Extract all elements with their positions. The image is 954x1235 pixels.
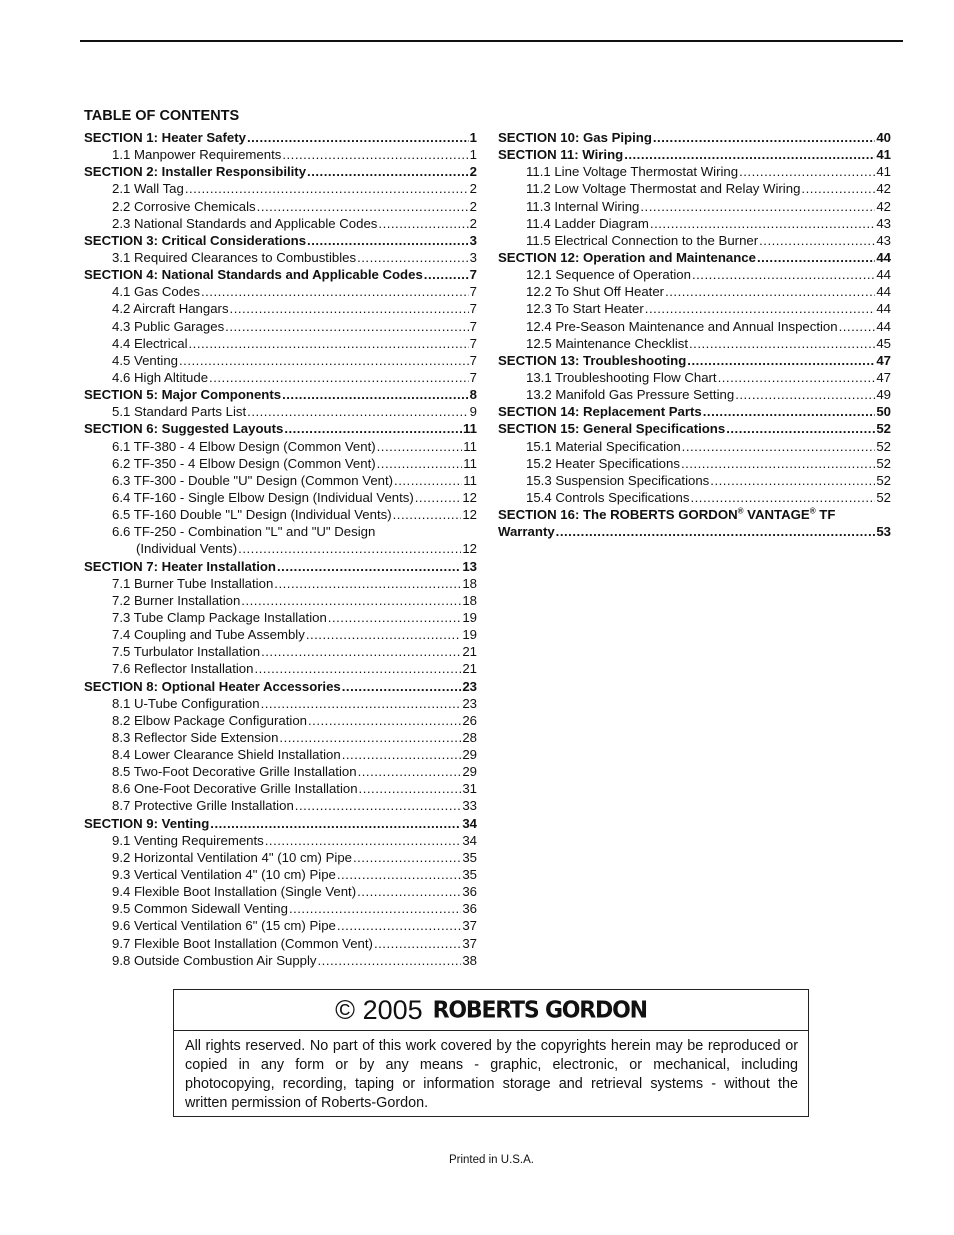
toc-entry-label: 13.2 Manifold Gas Pressure Setting bbox=[526, 387, 735, 403]
toc-entry[interactable] bbox=[498, 180, 891, 197]
toc-entry-label: 7.2 Burner Installation bbox=[112, 592, 241, 608]
toc-entry-page: 8 bbox=[469, 387, 477, 403]
toc-entry-page: 52 bbox=[876, 421, 891, 437]
toc-entry-page: 11 bbox=[463, 421, 477, 437]
toc-leader-dots bbox=[189, 335, 469, 352]
toc-entry-label: 6.4 TF-160 - Single Elbow Design (Individual Vents) bbox=[112, 489, 414, 505]
toc-leader-dots bbox=[337, 866, 461, 883]
toc-leader-dots bbox=[295, 797, 462, 814]
toc-entry[interactable] bbox=[498, 523, 891, 540]
toc-entry-label: 11.2 Low Voltage Thermostat and Relay Wiring bbox=[526, 181, 801, 197]
toc-entry-page: 37 bbox=[462, 935, 477, 951]
toc-entry-label: 6.3 TF-300 - Double "U" Design (Common Vent) bbox=[112, 472, 394, 488]
toc-entry-page: 9 bbox=[469, 404, 477, 420]
toc-entry-label: 15.3 Suspension Specifications bbox=[526, 472, 710, 488]
toc-leader-dots bbox=[726, 420, 875, 437]
toc-entry[interactable] bbox=[498, 249, 891, 266]
toc-entry-page: 50 bbox=[876, 404, 891, 420]
toc-leader-dots bbox=[801, 180, 875, 197]
toc-entry-page: 52 bbox=[876, 455, 891, 471]
toc-entry-label: 4.6 High Altitude bbox=[112, 369, 209, 385]
toc-leader-dots bbox=[378, 215, 468, 232]
toc-leader-dots bbox=[735, 386, 875, 403]
toc-entry-page: 29 bbox=[462, 764, 477, 780]
toc-entry[interactable] bbox=[84, 455, 477, 472]
toc-entry-label: 6.1 TF-380 - 4 Elbow Design (Common Vent) bbox=[112, 438, 376, 454]
toc-entry-page: 40 bbox=[876, 130, 891, 145]
toc-entry-label: SECTION 1: Heater Safety bbox=[84, 130, 246, 145]
toc-entry[interactable] bbox=[498, 506, 891, 523]
toc-entry-label: 7.5 Turbulator Installation bbox=[112, 644, 261, 660]
toc-entry-page: 44 bbox=[876, 249, 891, 265]
toc-entry-label: 6.5 TF-160 Double "L" Design (Individual Vents) bbox=[112, 507, 392, 523]
toc-leader-dots bbox=[308, 712, 461, 729]
toc-entry-page: 11 bbox=[463, 438, 477, 454]
toc-entry[interactable] bbox=[84, 626, 477, 643]
toc-entry-page: 42 bbox=[876, 181, 891, 197]
toc-entry-label: 9.1 Venting Requirements bbox=[112, 832, 264, 848]
toc-leader-dots bbox=[665, 283, 875, 300]
toc-leader-dots bbox=[394, 472, 462, 489]
toc-entry[interactable] bbox=[498, 215, 891, 232]
toc-entry-label: SECTION 7: Heater Installation bbox=[84, 558, 276, 574]
toc-entry[interactable] bbox=[84, 300, 477, 317]
toc-entry-label: 12.1 Sequence of Operation bbox=[526, 267, 691, 283]
toc-entry[interactable] bbox=[84, 472, 477, 489]
toc-entry-page: 34 bbox=[462, 832, 477, 848]
copyright-year: © 2005 bbox=[335, 994, 423, 1025]
toc-leader-dots bbox=[210, 815, 461, 832]
toc-entry-label: 9.7 Flexible Boot Installation (Common Vent) bbox=[112, 935, 373, 951]
toc-entry[interactable] bbox=[84, 763, 477, 780]
toc-leader-dots bbox=[179, 352, 469, 369]
toc-entry-label: 12.2 To Shut Off Heater bbox=[526, 284, 665, 300]
toc-leader-dots bbox=[318, 952, 462, 969]
toc-entry[interactable] bbox=[498, 438, 891, 455]
toc-entry-label: SECTION 2: Installer Responsibility bbox=[84, 164, 307, 180]
toc-leader-dots bbox=[185, 180, 469, 197]
toc-entry-page: 1 bbox=[469, 130, 477, 145]
toc-entry-page: 53 bbox=[876, 524, 891, 540]
toc-entry[interactable] bbox=[498, 420, 891, 437]
toc-entry[interactable] bbox=[84, 335, 477, 352]
toc-entry-label: SECTION 5: Major Components bbox=[84, 387, 282, 403]
toc-entry[interactable] bbox=[84, 729, 477, 746]
toc-entry-page: 36 bbox=[462, 884, 477, 900]
toc-entry-label: 9.6 Vertical Ventilation 6" (15 cm) Pipe bbox=[112, 918, 336, 934]
toc-leader-dots bbox=[289, 900, 461, 917]
toc-entry-page: 11 bbox=[463, 455, 477, 471]
toc-leader-dots bbox=[759, 232, 875, 249]
toc-entry-page: 7 bbox=[469, 284, 477, 300]
toc-leader-dots bbox=[703, 403, 876, 420]
toc-entry[interactable] bbox=[84, 849, 477, 866]
toc-entry[interactable] bbox=[84, 146, 477, 163]
toc-leader-dots bbox=[718, 369, 876, 386]
toc-leader-dots bbox=[342, 678, 462, 695]
toc-entry-label: 7.1 Burner Tube Installation bbox=[112, 575, 274, 591]
toc-entry[interactable] bbox=[498, 386, 891, 403]
toc-entry-label: 8.6 One-Foot Decorative Grille Installation bbox=[112, 781, 358, 797]
toc-entry-page: 23 bbox=[462, 678, 477, 694]
toc-entry-page: 41 bbox=[876, 147, 891, 163]
toc-entry-page: 52 bbox=[876, 489, 891, 505]
toc-entry-label: 15.1 Material Specification bbox=[526, 438, 681, 454]
toc-entry-label: 9.5 Common Sidewall Venting bbox=[112, 901, 288, 917]
toc-entry[interactable] bbox=[498, 455, 891, 472]
toc-entry-page: 19 bbox=[462, 627, 477, 643]
toc-entry-label: 7.4 Coupling and Tube Assembly bbox=[112, 627, 305, 643]
toc-entry-page: 2 bbox=[469, 181, 477, 197]
toc-entry-page: 36 bbox=[462, 901, 477, 917]
toc-entry-label: 13.1 Troubleshooting Flow Chart bbox=[526, 369, 717, 385]
toc-entry-label: 7.3 Tube Clamp Package Installation bbox=[112, 609, 327, 625]
toc-entry[interactable] bbox=[498, 163, 891, 180]
toc-entry-page: 47 bbox=[876, 352, 891, 368]
toc-entry[interactable] bbox=[498, 300, 891, 317]
toc-entry[interactable] bbox=[84, 815, 477, 832]
toc-entry-label: 1.1 Manpower Requirements bbox=[112, 147, 282, 163]
toc-entry-page: 38 bbox=[462, 952, 477, 968]
toc-entry-page: 12 bbox=[462, 541, 477, 557]
toc-entry-label: SECTION 10: Gas Piping bbox=[498, 130, 652, 145]
toc-leader-dots bbox=[225, 318, 468, 335]
toc-entry-label: 15.2 Heater Specifications bbox=[526, 455, 680, 471]
toc-leader-dots bbox=[261, 643, 461, 660]
toc-leader-dots bbox=[282, 386, 469, 403]
toc-entry-page: 31 bbox=[462, 781, 477, 797]
toc-entry-label: 11.3 Internal Wiring bbox=[526, 198, 640, 214]
toc-leader-dots bbox=[247, 129, 469, 146]
toc-entry-page: 1 bbox=[469, 147, 477, 163]
copyright-box bbox=[173, 989, 809, 1117]
toc-entry-page: 13 bbox=[462, 558, 477, 574]
toc-entry[interactable] bbox=[84, 900, 477, 917]
toc-entry-label: 4.3 Public Garages bbox=[112, 318, 225, 334]
toc-leader-dots bbox=[377, 438, 463, 455]
toc-entry-page: 44 bbox=[876, 301, 891, 317]
toc-leader-dots bbox=[261, 695, 462, 712]
toc-entry-label: 12.4 Pre-Season Maintenance and Annual Inspection bbox=[526, 318, 838, 334]
toc-entry-label: 6.6 TF-250 - Combination "L" and "U" Design bbox=[112, 524, 376, 540]
toc-entry-page: 52 bbox=[876, 472, 891, 488]
toc-entry-page: 2 bbox=[469, 164, 477, 180]
toc-leader-dots bbox=[238, 540, 461, 557]
toc-leader-dots bbox=[687, 352, 875, 369]
toc-entry[interactable] bbox=[498, 352, 891, 369]
toc-entry-label: SECTION 11: Wiring bbox=[498, 147, 624, 163]
toc-entry-label: 8.3 Reflector Side Extension bbox=[112, 729, 279, 745]
toc-entry-label: 2.3 National Standards and Applicable Codes bbox=[112, 215, 378, 231]
toc-entry[interactable] bbox=[498, 266, 891, 283]
toc-entry[interactable] bbox=[84, 917, 477, 934]
toc-leader-dots bbox=[757, 249, 875, 266]
toc-entry-page: 52 bbox=[876, 438, 891, 454]
toc-entry-page: 45 bbox=[876, 335, 891, 351]
toc-entry[interactable] bbox=[84, 712, 477, 729]
toc-entry[interactable] bbox=[84, 403, 477, 420]
toc-leader-dots bbox=[307, 163, 469, 180]
toc-entry[interactable] bbox=[84, 883, 477, 900]
toc-entry[interactable] bbox=[84, 660, 477, 677]
toc-entry-page: 44 bbox=[876, 284, 891, 300]
toc-leader-dots bbox=[307, 232, 469, 249]
toc-entry[interactable] bbox=[84, 780, 477, 797]
toc-entry[interactable] bbox=[84, 592, 477, 609]
toc-entry-page: 44 bbox=[876, 318, 891, 334]
toc-entry-page: 21 bbox=[462, 644, 477, 660]
toc-leader-dots bbox=[357, 883, 461, 900]
toc-leader-dots bbox=[265, 832, 462, 849]
toc-leader-dots bbox=[274, 575, 461, 592]
toc-entry[interactable] bbox=[84, 609, 477, 626]
toc-entry-label: SECTION 4: National Standards and Applicable Codes bbox=[84, 267, 423, 283]
toc-entry[interactable] bbox=[84, 180, 477, 197]
toc-leader-dots bbox=[357, 249, 469, 266]
toc-leader-dots bbox=[257, 198, 469, 215]
toc-entry[interactable] bbox=[498, 369, 891, 386]
toc-leader-dots bbox=[692, 266, 875, 283]
toc-leader-dots bbox=[277, 558, 461, 575]
toc-entry-label: SECTION 3: Critical Considerations bbox=[84, 232, 307, 248]
toc-entry-label: (Individual Vents) bbox=[136, 541, 238, 557]
toc-entry[interactable] bbox=[84, 540, 477, 557]
toc-entry[interactable] bbox=[84, 420, 477, 437]
toc-leader-dots bbox=[306, 626, 462, 643]
toc-entry-page: 3 bbox=[469, 232, 477, 248]
toc-leader-dots bbox=[279, 729, 461, 746]
toc-entry[interactable] bbox=[84, 832, 477, 849]
toc-entry-page: 18 bbox=[462, 575, 477, 591]
toc-entry[interactable] bbox=[84, 266, 477, 283]
toc-entry-page: 19 bbox=[462, 609, 477, 625]
toc-entry[interactable] bbox=[84, 352, 477, 369]
toc-entry-label: SECTION 14: Replacement Parts bbox=[498, 404, 702, 420]
toc-entry[interactable] bbox=[84, 935, 477, 952]
toc-entry[interactable] bbox=[84, 232, 477, 249]
toc-entry[interactable] bbox=[84, 489, 477, 506]
toc-left-column bbox=[84, 129, 477, 969]
toc-entry-page: 7 bbox=[469, 335, 477, 351]
toc-entry-page: 7 bbox=[469, 369, 477, 385]
toc-entry[interactable] bbox=[84, 318, 477, 335]
toc-entry-label: 12.3 To Start Heater bbox=[526, 301, 644, 317]
toc-entry-label: SECTION 8: Optional Heater Accessories bbox=[84, 678, 341, 694]
toc-entry[interactable] bbox=[84, 249, 477, 266]
toc-entry-label: 4.1 Gas Codes bbox=[112, 284, 200, 300]
toc-entry-label: 9.2 Horizontal Ventilation 4" (10 cm) Pipe bbox=[112, 849, 352, 865]
toc-leader-dots bbox=[645, 300, 876, 317]
toc-leader-dots bbox=[839, 318, 876, 335]
toc-leader-dots bbox=[342, 746, 462, 763]
toc-leader-dots bbox=[377, 455, 463, 472]
toc-entry-label: 9.3 Vertical Ventilation 4" (10 cm) Pipe bbox=[112, 867, 336, 883]
toc-leader-dots bbox=[209, 369, 469, 386]
toc-entry[interactable] bbox=[498, 283, 891, 300]
toc-entry[interactable] bbox=[84, 506, 477, 523]
toc-entry-page: 23 bbox=[462, 695, 477, 711]
toc-leader-dots bbox=[359, 780, 462, 797]
toc-entry-label: 8.2 Elbow Package Configuration bbox=[112, 712, 308, 728]
toc-entry-label: 4.4 Electrical bbox=[112, 335, 188, 351]
toc-entry[interactable] bbox=[498, 232, 891, 249]
toc-entry-label: 9.8 Outside Combustion Air Supply bbox=[112, 952, 317, 968]
toc-entry[interactable] bbox=[84, 386, 477, 403]
toc-entry-label: 9.4 Flexible Boot Installation (Single Vent) bbox=[112, 884, 357, 900]
toc-entry-label: 8.4 Lower Clearance Shield Installation bbox=[112, 747, 341, 763]
toc-entry-page: 29 bbox=[462, 747, 477, 763]
toc-right-column bbox=[498, 129, 891, 540]
toc-entry-page: 28 bbox=[462, 729, 477, 745]
toc-entry-label: 4.2 Aircraft Hangars bbox=[112, 301, 229, 317]
toc-entry-label: SECTION 12: Operation and Maintenance bbox=[498, 249, 756, 265]
toc-entry-page: 44 bbox=[876, 267, 891, 283]
toc-entry-page: 35 bbox=[462, 867, 477, 883]
copyright-notice: All rights reserved. No part of this work covered by the copyrights herein may be reproduced or copied in any form or by any means - graphic, electronic, or mechanical, including photocopying, recording, taping or information storage and retrieval systems - without the written permission of Roberts-Gordon. bbox=[185, 1038, 798, 1111]
toc-entry-page: 42 bbox=[876, 198, 891, 214]
toc-entry-label: Warranty bbox=[498, 524, 555, 540]
toc-leader-dots bbox=[653, 129, 875, 146]
toc-entry[interactable] bbox=[84, 866, 477, 883]
toc-leader-dots bbox=[241, 592, 461, 609]
toc-leader-dots bbox=[650, 215, 875, 232]
toc-leader-dots bbox=[624, 146, 875, 163]
toc-entry-page: 7 bbox=[469, 267, 477, 283]
toc-leader-dots bbox=[739, 163, 875, 180]
toc-entry[interactable] bbox=[84, 575, 477, 592]
toc-entry-label: SECTION 6: Suggested Layouts bbox=[84, 421, 284, 437]
toc-entry-page: 43 bbox=[876, 215, 891, 231]
toc-leader-dots bbox=[556, 523, 876, 540]
toc-entry-label: 12.5 Maintenance Checklist bbox=[526, 335, 689, 351]
toc-entry-label: SECTION 9: Venting bbox=[84, 815, 210, 831]
toc-entry-page: 47 bbox=[876, 369, 891, 385]
toc-entry-label: SECTION 13: Troubleshooting bbox=[498, 352, 687, 368]
toc-leader-dots bbox=[689, 335, 875, 352]
toc-entry-label: 4.5 Venting bbox=[112, 352, 178, 368]
roberts-gordon-logo: ROBERTS GORDON bbox=[432, 996, 647, 1024]
toc-entry-page: 35 bbox=[462, 849, 477, 865]
toc-leader-dots bbox=[374, 935, 461, 952]
toc-entry-page: 3 bbox=[469, 249, 477, 265]
toc-entry-label: 3.1 Required Clearances to Combustibles bbox=[112, 249, 357, 265]
toc-leader-dots bbox=[328, 609, 462, 626]
toc-entry[interactable] bbox=[84, 215, 477, 232]
toc-leader-dots bbox=[247, 403, 469, 420]
toc-entry[interactable] bbox=[498, 335, 891, 352]
toc-entry[interactable] bbox=[84, 695, 477, 712]
toc-leader-dots bbox=[710, 472, 875, 489]
toc-entry[interactable] bbox=[84, 558, 477, 575]
toc-leader-dots bbox=[682, 438, 876, 455]
toc-entry[interactable] bbox=[84, 198, 477, 215]
toc-leader-dots bbox=[424, 266, 469, 283]
toc-entry-page: 34 bbox=[462, 815, 477, 831]
toc-entry-label: 8.1 U-Tube Configuration bbox=[112, 695, 260, 711]
toc-entry[interactable] bbox=[84, 369, 477, 386]
toc-entry-label: 7.6 Reflector Installation bbox=[112, 661, 254, 677]
toc-entry[interactable] bbox=[84, 163, 477, 180]
toc-entry-page: 43 bbox=[876, 232, 891, 248]
toc-entry-page: 11 bbox=[463, 472, 477, 488]
toc-entry-page: 18 bbox=[462, 592, 477, 608]
toc-entry-page: 37 bbox=[462, 918, 477, 934]
toc-entry-label: 11.4 Ladder Diagram bbox=[526, 215, 649, 231]
toc-entry[interactable] bbox=[498, 403, 891, 420]
toc-entry-page: 49 bbox=[876, 387, 891, 403]
toc-entry[interactable] bbox=[498, 129, 891, 146]
toc-leader-dots bbox=[284, 420, 462, 437]
toc-entry-label: 8.7 Protective Grille Installation bbox=[112, 798, 294, 814]
toc-entry-page: 12 bbox=[462, 489, 477, 505]
toc-leader-dots bbox=[353, 849, 461, 866]
toc-entry[interactable] bbox=[84, 952, 477, 969]
toc-entry[interactable] bbox=[84, 643, 477, 660]
toc-entry-label: 2.1 Wall Tag bbox=[112, 181, 184, 197]
toc-entry-page: 7 bbox=[469, 318, 477, 334]
toc-entry[interactable] bbox=[84, 746, 477, 763]
toc-entry[interactable] bbox=[498, 472, 891, 489]
toc-entry-page: 33 bbox=[462, 798, 477, 814]
toc-entry[interactable] bbox=[84, 523, 477, 540]
toc-leader-dots bbox=[690, 489, 875, 506]
toc-entry[interactable] bbox=[84, 129, 477, 146]
toc-entry[interactable] bbox=[84, 797, 477, 814]
toc-entry[interactable] bbox=[498, 489, 891, 506]
toc-entry-page: 12 bbox=[462, 507, 477, 523]
toc-entry-label: SECTION 16: The ROBERTS GORDON® VANTAGE® TF bbox=[498, 506, 836, 523]
toc-entry[interactable] bbox=[498, 318, 891, 335]
toc-leader-dots bbox=[201, 283, 469, 300]
toc-entry-page: 7 bbox=[469, 352, 477, 368]
toc-entry-page: 2 bbox=[469, 215, 477, 231]
toc-entry-page: 2 bbox=[469, 198, 477, 214]
toc-entry[interactable] bbox=[498, 198, 891, 215]
toc-leader-dots bbox=[282, 146, 468, 163]
toc-entry-label: 15.4 Controls Specifications bbox=[526, 489, 690, 505]
toc-entry-label: 11.5 Electrical Connection to the Burner bbox=[526, 232, 759, 248]
toc-leader-dots bbox=[230, 300, 469, 317]
toc-entry-label: 6.2 TF-350 - 4 Elbow Design (Common Vent) bbox=[112, 455, 376, 471]
toc-entry-page: 41 bbox=[876, 164, 891, 180]
toc-entry[interactable] bbox=[498, 146, 891, 163]
toc-leader-dots bbox=[337, 917, 461, 934]
toc-entry-page: 26 bbox=[462, 712, 477, 728]
top-rule bbox=[80, 40, 903, 42]
toc-entry-label: SECTION 15: General Specifications bbox=[498, 421, 726, 437]
toc-entry-label: 2.2 Corrosive Chemicals bbox=[112, 198, 256, 214]
toc-leader-dots bbox=[358, 763, 462, 780]
toc-leader-dots bbox=[393, 506, 462, 523]
toc-leader-dots bbox=[254, 660, 461, 677]
toc-entry-page: 21 bbox=[462, 661, 477, 677]
toc-entry-label: 5.1 Standard Parts List bbox=[112, 404, 247, 420]
toc-entry[interactable] bbox=[84, 438, 477, 455]
toc-entry[interactable] bbox=[84, 678, 477, 695]
toc-entry-page: 7 bbox=[469, 301, 477, 317]
toc-title: TABLE OF CONTENTS bbox=[84, 108, 240, 124]
printed-in-usa: Printed in U.S.A. bbox=[448, 1154, 534, 1166]
toc-leader-dots bbox=[415, 489, 462, 506]
toc-entry-label: 11.1 Line Voltage Thermostat Wiring bbox=[526, 164, 739, 180]
toc-entry[interactable] bbox=[84, 283, 477, 300]
toc-entry-label: 8.5 Two-Foot Decorative Grille Installation bbox=[112, 764, 357, 780]
toc-leader-dots bbox=[640, 198, 875, 215]
copyright-header bbox=[174, 990, 808, 1031]
toc-leader-dots bbox=[681, 455, 875, 472]
